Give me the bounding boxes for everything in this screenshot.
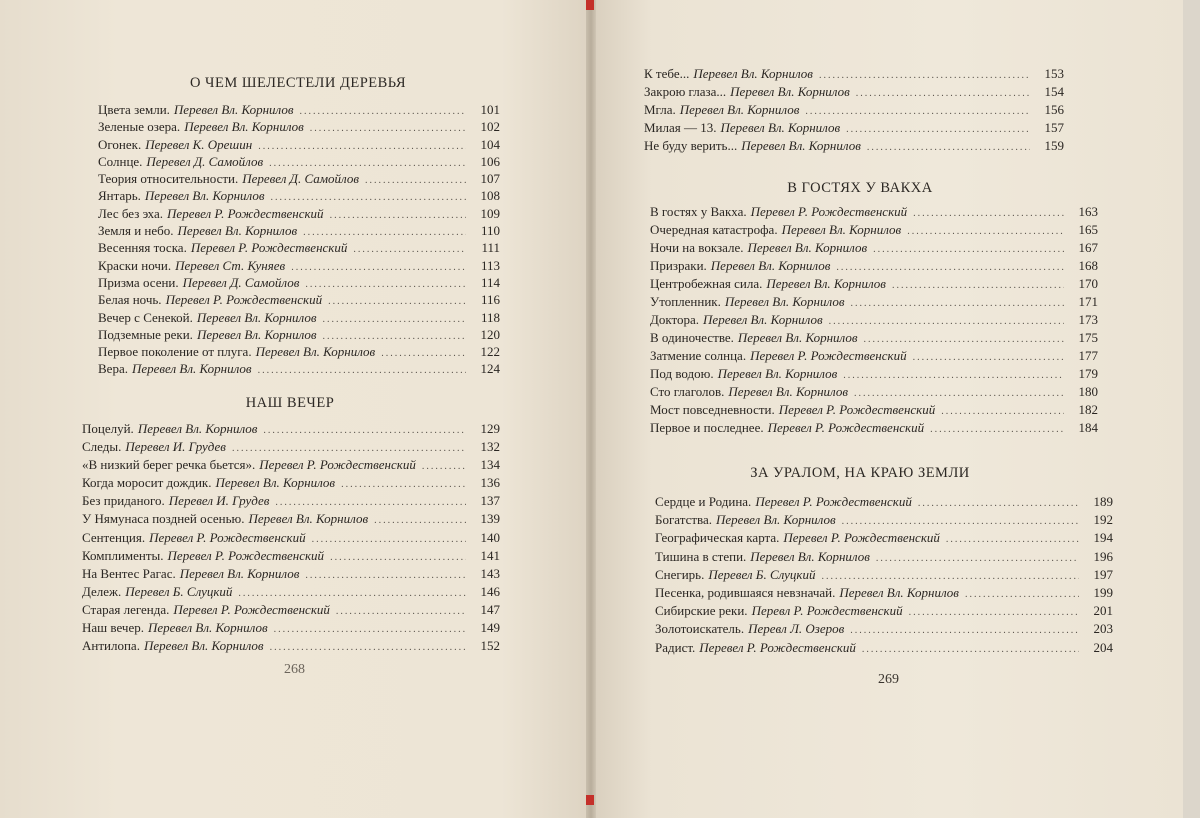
dot-leader (336, 606, 466, 617)
entry-translator: Перевел Вл. Корнилов (716, 512, 836, 528)
entry-title: Следы. (82, 439, 122, 455)
entry-title: Не буду верить... (644, 138, 738, 153)
entry-title: В гостях у Вакха. (650, 204, 747, 219)
section-heading: НАШ ВЕЧЕР (245, 395, 335, 411)
entry-translator: Перевел Вл. Корнилов (728, 384, 849, 399)
entry-translator: Перевел Д. Самойлов (182, 274, 300, 290)
entry-page: 153 (1044, 66, 1064, 81)
entry-translator: Перевел Вл. Корнилов (215, 475, 336, 491)
toc-entry (98, 361, 500, 378)
entry-translator: Перевел Р. Рождественский (778, 402, 936, 417)
dot-leader (323, 314, 467, 325)
entry-translator: Перевел Д. Самойлов (242, 171, 359, 187)
dot-leader (862, 644, 1079, 655)
entry-page: 114 (480, 274, 500, 290)
entry-translator: Перевел Р. Рождественский (755, 494, 912, 509)
dot-leader (846, 124, 1030, 135)
toc-entry (650, 258, 1098, 276)
entry-page: 182 (1078, 402, 1098, 417)
dot-leader (822, 571, 1080, 582)
entry-title: Зеленые озера. (98, 119, 181, 135)
entry-title: У Нямунаса поздней осенью. (82, 511, 245, 527)
dot-leader (856, 88, 1030, 99)
entry-translator: Перевел Вл. Корнилов (737, 330, 858, 345)
entry-title: Старая легенда. (82, 601, 170, 617)
entry-page: 147 (480, 601, 500, 617)
toc-entry (98, 275, 500, 292)
entry-translator: Перевел Вл. Корнилов (179, 565, 300, 581)
entry-page: 171 (1078, 294, 1098, 309)
entry-translator: Перевел Вл. Корнилов (255, 344, 376, 360)
entry-translator: Перевел Вл. Корнилов (173, 102, 294, 117)
toc-list (98, 102, 500, 379)
entry-translator: Перевел Р. Рождественский (767, 420, 925, 435)
entry-title: Сибирские реки. (655, 603, 748, 619)
dot-leader (305, 279, 466, 290)
entry-title: На Вентес Рагас. (82, 565, 176, 581)
toc-entry (82, 439, 500, 457)
entry-translator: Перевел Б. Слуцкий (708, 566, 816, 582)
entry-page: 173 (1078, 312, 1098, 327)
toc-entry (650, 402, 1098, 420)
toc-list (655, 494, 1113, 658)
entry-page: 111 (481, 240, 500, 256)
entry-page: 104 (480, 136, 500, 152)
toc-entry (82, 511, 500, 529)
dot-leader (907, 226, 1064, 237)
dot-leader (930, 424, 1064, 435)
entry-translator: Перевл Р. Рождественский (751, 603, 903, 619)
dot-leader (275, 497, 466, 508)
entry-translator: Перевел Вл. Корнилов (143, 638, 264, 654)
toc-entry (650, 366, 1098, 384)
entry-title: Снегирь. (655, 566, 705, 582)
toc-entry (650, 294, 1098, 312)
dot-leader (867, 142, 1030, 153)
entry-title: Первое и последнее. (650, 420, 764, 435)
entry-translator: Перевел Вл. Корнилов (781, 222, 902, 237)
toc-entry (650, 204, 1098, 222)
dot-leader (274, 624, 466, 635)
dot-leader (303, 227, 466, 238)
tailband (586, 795, 594, 805)
entry-page: 137 (480, 493, 500, 509)
dot-leader (843, 370, 1064, 381)
entry-title: Географическая карта. (655, 530, 780, 546)
entry-page: 134 (480, 457, 500, 473)
entry-title: Подземные реки. (98, 326, 193, 342)
dot-leader (305, 570, 466, 581)
headband (586, 0, 594, 10)
entry-title: Вечер с Сенекой. (98, 309, 193, 325)
dot-leader (300, 106, 466, 117)
toc-entry (82, 421, 500, 439)
entry-page: 180 (1078, 384, 1098, 399)
entry-translator: Перевел Вл. Корнилов (248, 511, 369, 527)
toc-entry (650, 276, 1098, 294)
entry-title: Белая ночь. (98, 292, 162, 308)
entry-page: 192 (1093, 512, 1113, 528)
toc-entry (82, 584, 500, 602)
entry-translator: Перевел Вл. Корнилов (720, 120, 841, 135)
entry-translator: Перевел Вл. Корнилов (750, 548, 870, 564)
entry-page: 159 (1044, 138, 1064, 153)
entry-title: Весенняя тоска. (98, 240, 187, 256)
dot-leader (330, 552, 466, 563)
entry-title: Сердце и Родина. (655, 494, 752, 509)
entry-page: 102 (480, 119, 500, 135)
dot-leader (909, 607, 1079, 618)
entry-page: 201 (1093, 603, 1113, 619)
entry-translator: Перевел Вл. Корнилов (177, 223, 298, 239)
toc-list (644, 66, 1064, 156)
toc-entry (98, 119, 500, 136)
entry-translator: Перевел Вл. Корнилов (703, 312, 823, 327)
toc-entry (98, 327, 500, 344)
entry-page: 189 (1093, 494, 1113, 509)
toc-list (650, 204, 1098, 438)
toc-entry (98, 102, 500, 119)
toc-entry (655, 585, 1113, 603)
entry-title: Вера. (98, 361, 128, 377)
entry-page: 199 (1093, 584, 1113, 600)
entry-translator: Перевел Вл. Корнилов (148, 620, 268, 636)
entry-page: 146 (480, 583, 500, 599)
entry-translator: Перевел Р. Рождественский (167, 205, 324, 221)
entry-title: Под водою. (650, 366, 714, 381)
entry-translator: Перевел Вл. Корнилов (730, 84, 850, 99)
entry-title: Мгла. (644, 102, 676, 117)
toc-entry (82, 638, 500, 656)
toc-entry (98, 223, 500, 240)
entry-page: 163 (1078, 204, 1098, 219)
toc-entry (655, 549, 1113, 567)
toc-entry (650, 222, 1098, 240)
dot-leader (805, 106, 1030, 117)
entry-translator: Перевел Вл. Корнилов (137, 421, 258, 436)
dot-leader (328, 296, 466, 307)
entry-translator: Перевел Р. Рождественский (750, 348, 907, 363)
dot-leader (341, 479, 466, 490)
entry-title: Призма осени. (98, 274, 179, 290)
toc-entry (644, 138, 1064, 156)
dot-leader (918, 498, 1079, 509)
entry-page: 101 (480, 102, 500, 117)
dot-leader (913, 352, 1064, 363)
entry-page: 124 (480, 361, 500, 377)
toc-entry (82, 620, 500, 638)
entry-title: Лес без эха. (98, 205, 164, 221)
entry-title: Сто глаголов. (650, 384, 725, 399)
entry-translator: Перевел Вл. Корнилов (747, 240, 868, 255)
entry-title: Тишина в степи. (655, 548, 747, 564)
dot-leader (291, 262, 466, 273)
entry-title: Когда моросит дождик. (82, 475, 212, 491)
dot-leader (873, 244, 1064, 255)
dot-leader (381, 348, 466, 359)
entry-page: 107 (480, 171, 500, 187)
entry-title: Краски ночи. (98, 257, 172, 273)
toc-entry (650, 348, 1098, 366)
entry-page: 132 (480, 439, 500, 455)
toc-entry (98, 137, 500, 154)
toc-entry (650, 420, 1098, 438)
entry-page: 203 (1093, 621, 1113, 637)
entry-title: Призраки. (650, 258, 707, 273)
toc-entry (98, 188, 500, 205)
dot-leader (269, 158, 466, 169)
entry-title: Земля и небо. (98, 223, 174, 239)
entry-translator: Перевл Л. Озеров (748, 621, 845, 637)
entry-translator: Перевел Р. Рождественский (750, 204, 908, 219)
toc-entry (655, 512, 1113, 530)
entry-page: 168 (1078, 258, 1098, 273)
dot-leader (270, 642, 466, 653)
toc-entry (655, 494, 1113, 512)
dot-leader (829, 316, 1064, 327)
book-spine (586, 0, 596, 818)
entry-title: Антилопа. (82, 638, 140, 654)
entry-translator: Перевел Ст. Куняев (175, 257, 286, 273)
toc-entry (82, 493, 500, 511)
entry-page: 106 (480, 153, 500, 169)
entry-title: Солнце. (98, 153, 143, 169)
entry-page: 154 (1044, 84, 1064, 99)
entry-title: В одиночестве. (650, 330, 734, 345)
entry-translator: Перевел И. Грудев (125, 439, 226, 455)
entry-translator: Перевел Вл. Корнилов (184, 119, 304, 135)
entry-page: 194 (1093, 530, 1113, 546)
entry-title: Очередная катастрофа. (650, 222, 778, 237)
toc-entry (644, 84, 1064, 102)
toc-entry (98, 240, 500, 257)
toc-entry (650, 312, 1098, 330)
toc-entry (98, 206, 500, 223)
dot-leader (323, 331, 466, 342)
page-number: 269 (878, 672, 899, 687)
toc-entry (655, 567, 1113, 585)
entry-title: Поцелуй. (82, 421, 134, 436)
page-number: 268 (284, 662, 305, 677)
dot-leader (271, 192, 466, 203)
entry-translator: Перевел Вл. Корнилов (196, 309, 317, 325)
dot-leader (876, 553, 1079, 564)
entry-page: 204 (1093, 639, 1113, 655)
entry-title: Цвета земли. (98, 102, 170, 117)
entry-translator: Перевел Р. Рождественский (259, 457, 416, 473)
entry-title: Затмение солнца. (650, 348, 747, 363)
entry-page: 165 (1078, 222, 1098, 237)
entry-page: 129 (480, 421, 500, 436)
entry-page: 122 (480, 344, 500, 360)
entry-title: Милая — 13. (644, 120, 717, 135)
toc-entry (82, 475, 500, 493)
entry-translator: Перевел Р. Рождественский (190, 240, 348, 256)
entry-translator: Перевел Вл. Корнилов (839, 584, 959, 600)
toc-entry (82, 457, 500, 475)
dot-leader (941, 406, 1064, 417)
entry-page: 157 (1044, 120, 1064, 135)
entry-title: Богатства. (655, 512, 713, 528)
toc-entry (98, 292, 500, 309)
entry-translator: Перевел Б. Слуцкий (125, 583, 233, 599)
entry-page: 197 (1093, 566, 1113, 582)
entry-page: 179 (1078, 366, 1098, 381)
entry-translator: Перевел Р. Рождественский (783, 530, 940, 546)
section-heading: О ЧЕМ ШЕЛЕСТЕЛИ ДЕРЕВЬЯ (189, 75, 407, 91)
entry-translator: Перевел Вл. Корнилов (679, 102, 800, 117)
toc-entry (98, 310, 500, 327)
entry-title: Закрою глаза... (644, 84, 727, 99)
entry-translator: Перевел К. Орешин (145, 136, 253, 152)
dot-leader (836, 262, 1064, 273)
entry-page: 184 (1078, 420, 1098, 435)
entry-title: Теория относительности. (98, 171, 239, 187)
entry-title: Наш вечер. (82, 620, 144, 636)
dot-leader (365, 175, 466, 186)
entry-page: 196 (1093, 548, 1113, 564)
entry-page: 116 (480, 292, 500, 308)
entry-title: Сентенция. (82, 529, 146, 545)
entry-page: 175 (1078, 330, 1098, 345)
entry-translator: Перевел И. Грудев (168, 493, 270, 509)
toc-entry (650, 240, 1098, 258)
toc-entry (644, 120, 1064, 138)
dot-leader (232, 443, 466, 454)
entry-title: Комплименты. (82, 547, 164, 563)
entry-title: Радист. (655, 639, 696, 655)
dot-leader (946, 534, 1079, 545)
dot-leader (330, 210, 466, 221)
dot-leader (850, 625, 1079, 636)
toc-entry (644, 102, 1064, 120)
dot-leader (842, 516, 1079, 527)
toc-entry (82, 602, 500, 620)
dot-leader (864, 334, 1064, 345)
toc-entry (650, 384, 1098, 402)
entry-translator: Перевел Вл. Корнилов (717, 366, 838, 381)
entry-title: Доктора. (650, 312, 700, 327)
toc-entry (98, 154, 500, 171)
entry-page: 167 (1078, 240, 1098, 255)
dot-leader (263, 425, 466, 436)
dot-leader (819, 70, 1030, 81)
entry-translator: Перевел Вл. Корнилов (741, 138, 861, 153)
dot-leader (422, 461, 466, 472)
entry-title: Огонек. (98, 136, 142, 152)
entry-title: Янтарь. (98, 188, 141, 204)
section-heading: ЗА УРАЛОМ, НА КРАЮ ЗЕМЛИ (750, 465, 970, 481)
entry-page: 170 (1078, 276, 1098, 291)
toc-list (82, 421, 500, 656)
entry-title: Песенка, родившаяся невзначай. (655, 584, 836, 600)
entry-title: Без приданого. (82, 493, 165, 509)
entry-page: 113 (480, 257, 500, 273)
entry-translator: Перевел Р. Рождественский (699, 639, 856, 655)
entry-title: Утопленник. (650, 294, 721, 309)
entry-translator: Перевел Вл. Корнилов (766, 276, 886, 291)
entry-translator: Перевел Вл. Корнилов (131, 361, 252, 377)
entry-translator: Перевел Р. Рождественский (173, 601, 330, 617)
entry-title: Мост повседневности. (650, 402, 775, 417)
entry-page: 152 (480, 638, 500, 654)
dot-leader (353, 244, 466, 255)
entry-title: Центробежная сила. (650, 276, 763, 291)
entry-translator: Перевел Вл. Корнилов (196, 326, 317, 342)
entry-page: 143 (480, 565, 500, 581)
entry-translator: Перевел Вл. Корнилов (724, 294, 845, 309)
toc-entry (650, 330, 1098, 348)
dot-leader (310, 123, 466, 134)
entry-page: 110 (480, 223, 500, 239)
toc-entry (655, 640, 1113, 658)
entry-page: 120 (480, 326, 500, 342)
dot-leader (892, 280, 1064, 291)
entry-page: 177 (1078, 348, 1098, 363)
toc-entry (82, 530, 500, 548)
dot-leader (238, 588, 466, 599)
entry-translator: Перевел Р. Рождественский (167, 547, 325, 563)
toc-entry (82, 548, 500, 566)
entry-translator: Перевел Вл. Корнилов (710, 258, 831, 273)
entry-title: «В низкий берег речка бьется». (82, 457, 256, 473)
dot-leader (965, 589, 1079, 600)
entry-title: Первое поколение от плуга. (98, 344, 252, 360)
dot-leader (374, 515, 466, 526)
entry-title: Дележ. (82, 583, 122, 599)
entry-page: 118 (480, 309, 500, 325)
entry-translator: Перевел Д. Самойлов (146, 153, 264, 169)
dot-leader (850, 298, 1064, 309)
entry-page: 140 (480, 529, 500, 545)
entry-translator: Перевел Р. Рождественский (149, 529, 306, 545)
entry-page: 141 (480, 547, 500, 563)
entry-page: 108 (480, 188, 500, 204)
entry-page: 156 (1044, 102, 1064, 117)
toc-entry (82, 566, 500, 584)
dot-leader (258, 141, 466, 152)
entry-title: Золотоискатель. (655, 621, 745, 637)
toc-entry (644, 66, 1064, 84)
dot-leader (854, 388, 1064, 399)
entry-translator: Перевел Р. Рождественский (165, 292, 323, 308)
entry-page: 109 (480, 205, 500, 221)
toc-entry (655, 603, 1113, 621)
entry-translator: Перевел Вл. Корнилов (144, 188, 265, 204)
dot-leader (258, 365, 466, 376)
entry-page: 139 (480, 511, 500, 527)
toc-entry (98, 258, 500, 275)
entry-title: К тебе... (644, 66, 690, 81)
entry-translator: Перевел Вл. Корнилов (693, 66, 813, 81)
entry-page: 149 (480, 620, 500, 636)
toc-entry (98, 344, 500, 361)
toc-entry (655, 530, 1113, 548)
entry-page: 136 (480, 475, 500, 491)
toc-entry (98, 171, 500, 188)
dot-leader (312, 534, 466, 545)
section-heading: В ГОСТЯХ У ВАКХА (787, 180, 933, 196)
toc-entry (655, 621, 1113, 639)
dot-leader (913, 208, 1064, 219)
entry-title: Ночи на вокзале. (650, 240, 744, 255)
